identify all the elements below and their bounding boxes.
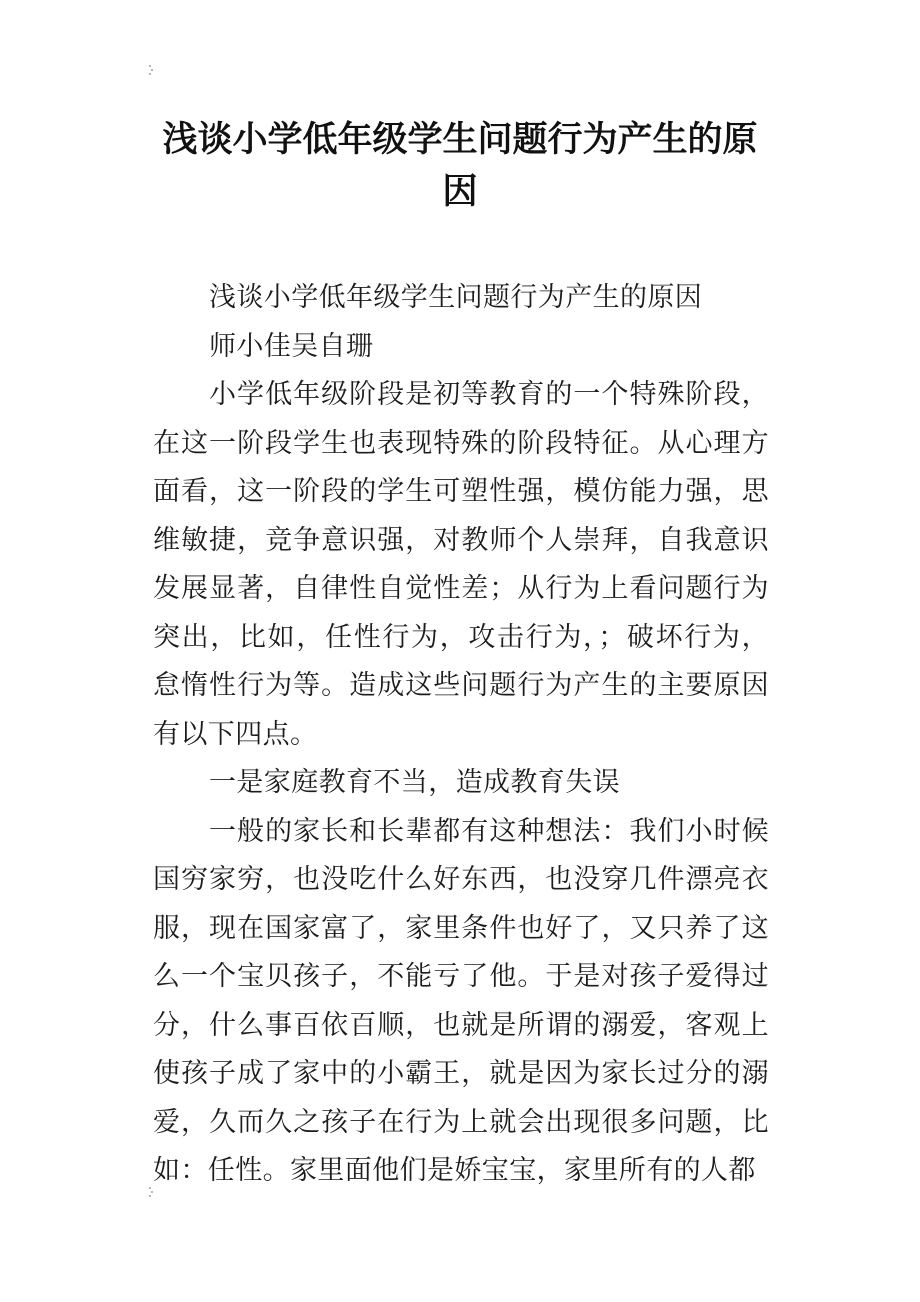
- paragraph-intro: 小学低年级阶段是初等教育的一个特殊阶段，在这一阶段学生也表现特殊的阶段特征。从心理方面看，这一阶段的学生可塑性强，模仿能力强，思维敏捷，竞争意识强，对教师个人崇拜，自我意识发展显著，自律性自觉性差；从行为上看问题行为突出，比如，任性行为，攻击行为，；破坏行为，怠惰性行为等。造成这些问题行为产生的主要原因有以下四点。: [153, 379, 769, 750]
- corner-crop-mark: [146, 1186, 156, 1200]
- corner-crop-mark: [146, 64, 156, 78]
- document-title: 浅谈小学低年级学生问题行为产生的原因: [162, 120, 758, 212]
- paragraph-section-heading: 一是家庭教育不当，造成教育失误: [209, 767, 620, 798]
- document-body: [153, 274, 769, 1196]
- paragraph-subtitle: 浅谈小学低年级学生问题行为产生的原因: [209, 282, 703, 313]
- paragraph-authors: 师小佳吴自珊: [209, 330, 374, 362]
- paragraph-body: 一般的家长和长辈都有这种想法：我们小时候国穷家穷，也没吃什么好东西，也没穿几件漂亮衣服，现在国家富了，家里条件也好了，又只养了这么一个宝贝孩子，不能亏了他。于是对孩子爱得过分，什么事百依百顺，也就是所谓的溺爱，客观上使孩子成了家中的小霸王，就是因为家长过分的溺爱，久而久之孩子在行为上就会出现很多问题，比如：任性。家里面他们是娇宝宝，家里所有的人都: [153, 815, 769, 1186]
